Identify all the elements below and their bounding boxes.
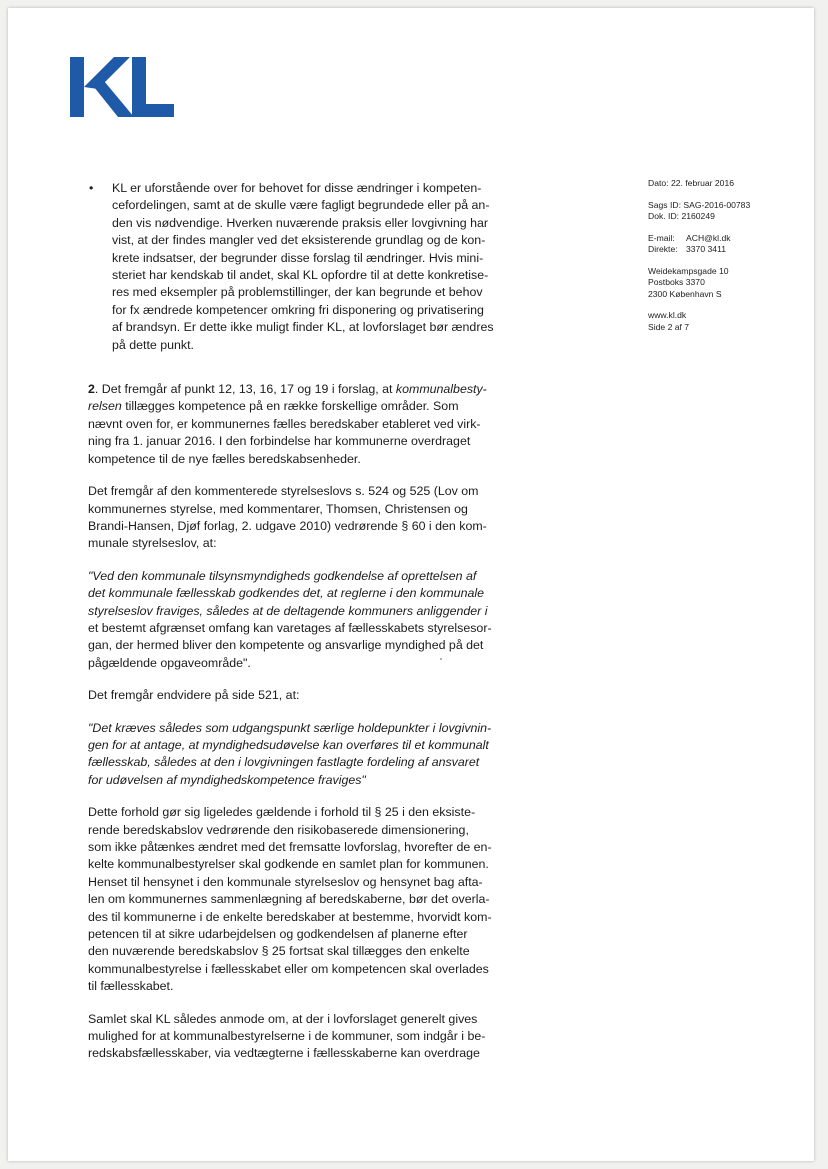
address-line: Weidekampsgade 10 bbox=[648, 265, 729, 276]
bullet-marker: • bbox=[89, 181, 94, 195]
quote-2: "Det kræves således som udgangspunkt særlige holdepunkter i lovgivnin- gen for at antage, at myndighedsudøvelse kan overføres til et kommunalt fællesskab, således at den i lovgivningen fastlagte fordeling af ansvaret for udøvelsen af myndighedskompetence fraviges" bbox=[88, 720, 492, 787]
paragraph-6: Samlet skal KL således anmode om, at der i lovforslaget generelt gives mulighed for at kommunalbestyrelserne i de kommuner, som indgår i be- redskabsfællesskaber, via vedtægterne i fællesskaberne kan overdrage bbox=[88, 1011, 486, 1061]
quote-1: "Ved den kommunale tilsynsmyndigheds godkendelse af oprettelsen af det kommunale fællesskab godkendes det, at reglerne i den kommunale styrelseslov fraviges, således at de deltagende kommuners anliggender i et bestemt afgrænset omfang kan varetages af fællesskabets styrelsesor- gan, der hermed bliver den kompetente og ansvarlige myndighed på det pågældende opgaveområde". bbox=[88, 568, 492, 670]
paragraph-4: Det fremgår endvidere på side 521, at: bbox=[88, 688, 300, 703]
email-value[interactable]: ACH@kl.dk bbox=[686, 232, 731, 243]
sags-label: Sags ID: bbox=[648, 199, 681, 210]
paragraph-3: Det fremgår af den kommenterede styrelseslovs s. 524 og 525 (Lov om kommunernes styrelse, med kommentarer, Thomsen, Christensen og Brandi-Hansen, Djøf forlag, 2. udgave 2010) vedrørende § 60 i den kom- munale styrelseslov, at: bbox=[88, 484, 487, 551]
dok-label: Dok. ID: bbox=[648, 211, 680, 221]
web-link[interactable]: www.kl.dk bbox=[648, 310, 687, 320]
date-block bbox=[648, 178, 798, 190]
direkte-label: Direkte: bbox=[648, 244, 678, 254]
email-label: E-mail: bbox=[648, 232, 675, 243]
contact-block bbox=[648, 233, 798, 256]
letter-body bbox=[88, 180, 548, 1078]
scan-speck bbox=[440, 658, 442, 660]
bullet-paragraph: • KL er uforstående over for behovet for disse ændringer i kompeten- cefordelingen, samt at de skulle være fagligt begrundede eller på an- den vis nødvendige. Hverken nuværende praksis eller lovgivning har vist, at der findes mangler ved det eksisterende grundlag og de kon- krete indsatser, der begrunder disse forslag til ændringer. Hvis mini- steriet har kendskab til andet, skal KL opfordre til at dette konkretise- res med eksempler på problemstillinger, der kan begrunde et behov for fx ændrede kompetencer omkring fri disponering og privatisering af brandsyn. Er dette ikke muligt finder KL, at lovforslaget bør ændres på dette punkt. bbox=[89, 181, 494, 352]
direkte-value: 3370 3411 bbox=[686, 244, 726, 254]
address-line: 2300 København S bbox=[648, 288, 722, 299]
address-block bbox=[648, 266, 798, 301]
sidebar-metadata bbox=[648, 178, 798, 343]
date-value: 22. februar 2016 bbox=[670, 178, 735, 188]
document-page bbox=[8, 8, 814, 1161]
sags-value: SAG-2016-00783 bbox=[683, 199, 751, 210]
paragraph-5: Dette forhold gør sig ligeledes gældende i forhold til § 25 i den eksiste- rende beredskabslov vedrørende den risikobaserede dimensionering, som ikke påtænkes ændret med det fremsatte lovforslag, hvorefter de en- kelte kommunalbestyrelser skal godkende en samlet plan for kommunen. Henset til hensynet i den kommunale styrelseslov og hensynet bag afta- len om kommunernes sammenlægning af beredskaberne, bør det overla- des til kommunerne i de enkelte beredskaber at bestemme, hvorvidt kom- petencen til at sikre udarbejdelsen og godkendelsen af planerne efter den nuværende beredskabslov § 25 fortsat skal tillægges den enkelte kommunalbestyrelse i fællesskabet eller om kompetencen skal overlades til fællesskabet. bbox=[88, 805, 492, 994]
kl-logo-icon bbox=[70, 53, 176, 123]
paragraph-number: 2 bbox=[88, 382, 95, 397]
paragraph-2: 2. Det fremgår af punkt 12, 13, 16, 17 og 19 i forslag, at kommunalbesty- relsen tillægges kompetence på en række forskellige områder. Som nævnt oven for, er kommunernes fælles beredskaber etableret ved virk- ning fra 1. januar 2016. I den forbindelse har kommunerne overdraget kompetence til de nye fælles beredskabsenheder. bbox=[88, 382, 487, 466]
id-block bbox=[648, 200, 798, 223]
web-block bbox=[648, 310, 798, 333]
dok-value: 2160249 bbox=[681, 211, 715, 221]
date-label: Dato: bbox=[648, 178, 669, 188]
page-number: Side 2 af 7 bbox=[648, 321, 690, 332]
kl-logo bbox=[70, 53, 176, 123]
address-line: Postboks 3370 bbox=[648, 277, 705, 287]
